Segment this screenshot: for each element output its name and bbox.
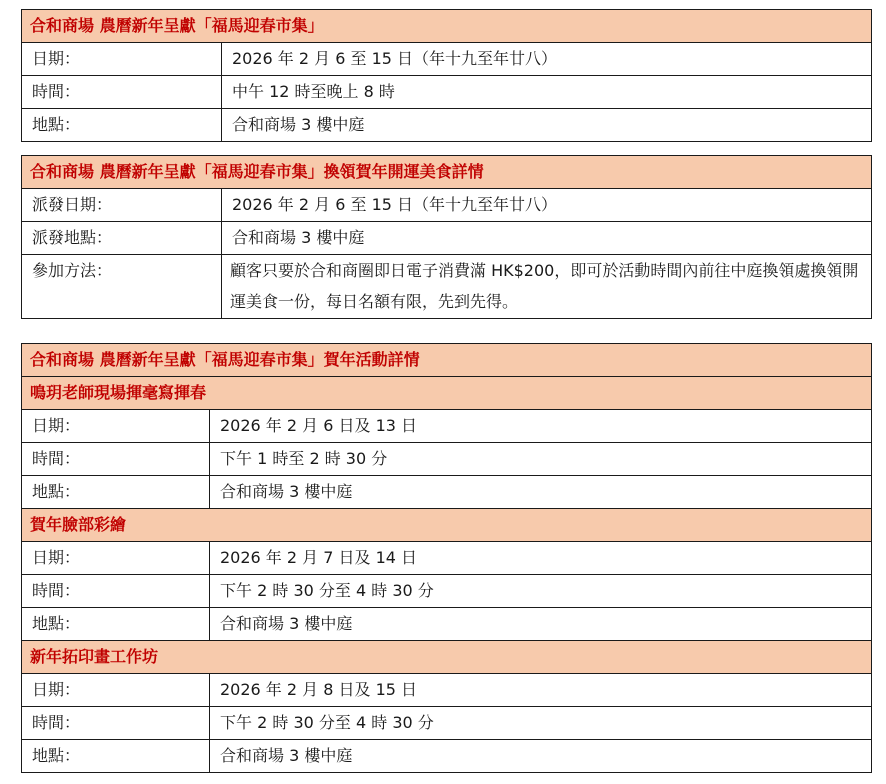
row-value: 中午 12 時至晚上 8 時 (222, 76, 872, 109)
table-row (22, 109, 872, 142)
row-label: 地點： (22, 740, 210, 773)
row-value: 2026 年 2 月 7 日及 14 日 (210, 542, 872, 575)
table-row (22, 255, 872, 319)
row-value: 合和商場 3 樓中庭 (222, 109, 872, 142)
table-row (22, 43, 872, 76)
row-label: 派發日期： (22, 189, 222, 222)
row-label: 時間： (22, 443, 210, 476)
row-value: 合和商場 3 樓中庭 (210, 476, 872, 509)
row-value: 2026 年 2 月 6 至 15 日（年十九至年廿八） (222, 43, 872, 76)
row-value: 合和商場 3 樓中庭 (222, 222, 872, 255)
section-title: 賀年臉部彩繪 (22, 509, 872, 542)
table-header-row (22, 156, 872, 189)
section-header-row (22, 641, 872, 674)
row-label: 時間： (22, 707, 210, 740)
row-value: 下午 1 時至 2 時 30 分 (210, 443, 872, 476)
table-row (22, 410, 872, 443)
table-row (22, 76, 872, 109)
market-info-table (21, 9, 872, 142)
row-value: 下午 2 時 30 分至 4 時 30 分 (210, 575, 872, 608)
row-label: 日期： (22, 674, 210, 707)
row-label: 地點： (22, 109, 222, 142)
row-label: 時間： (22, 575, 210, 608)
redemption-info-table (21, 155, 872, 319)
table-title: 合和商場 農曆新年呈獻「福馬迎春市集」賀年活動詳情 (22, 344, 872, 377)
table-row (22, 740, 872, 773)
table-row (22, 189, 872, 222)
row-value: 顧客只要於合和商圈即日電子消費滿 HK$200，即可於活動時間內前往中庭換領處換領開運美食一份，每日名額有限，先到先得。 (222, 255, 872, 319)
table-header-row (22, 10, 872, 43)
row-label: 參加方法： (22, 255, 222, 319)
row-value: 2026 年 2 月 6 至 15 日（年十九至年廿八） (222, 189, 872, 222)
row-label: 時間： (22, 76, 222, 109)
table-title: 合和商場 農曆新年呈獻「福馬迎春市集」 (22, 10, 872, 43)
table-row (22, 542, 872, 575)
table-row (22, 575, 872, 608)
row-value: 合和商場 3 樓中庭 (210, 740, 872, 773)
row-label: 日期： (22, 43, 222, 76)
table-row (22, 476, 872, 509)
section-header-row (22, 509, 872, 542)
section-header-row (22, 377, 872, 410)
row-label: 派發地點： (22, 222, 222, 255)
table-row (22, 443, 872, 476)
row-value: 合和商場 3 樓中庭 (210, 608, 872, 641)
table-header-row (22, 344, 872, 377)
table-row (22, 707, 872, 740)
table-title: 合和商場 農曆新年呈獻「福馬迎春市集」換領賀年開運美食詳情 (22, 156, 872, 189)
row-label: 地點： (22, 476, 210, 509)
section-title: 鳴玥老師現場揮毫寫揮春 (22, 377, 872, 410)
row-label: 地點： (22, 608, 210, 641)
row-label: 日期： (22, 410, 210, 443)
section-title: 新年拓印畫工作坊 (22, 641, 872, 674)
row-label: 日期： (22, 542, 210, 575)
row-value: 下午 2 時 30 分至 4 時 30 分 (210, 707, 872, 740)
row-value: 2026 年 2 月 6 日及 13 日 (210, 410, 872, 443)
row-value: 2026 年 2 月 8 日及 15 日 (210, 674, 872, 707)
table-row (22, 608, 872, 641)
table-row (22, 674, 872, 707)
table-row (22, 222, 872, 255)
activities-info-table (21, 343, 872, 773)
